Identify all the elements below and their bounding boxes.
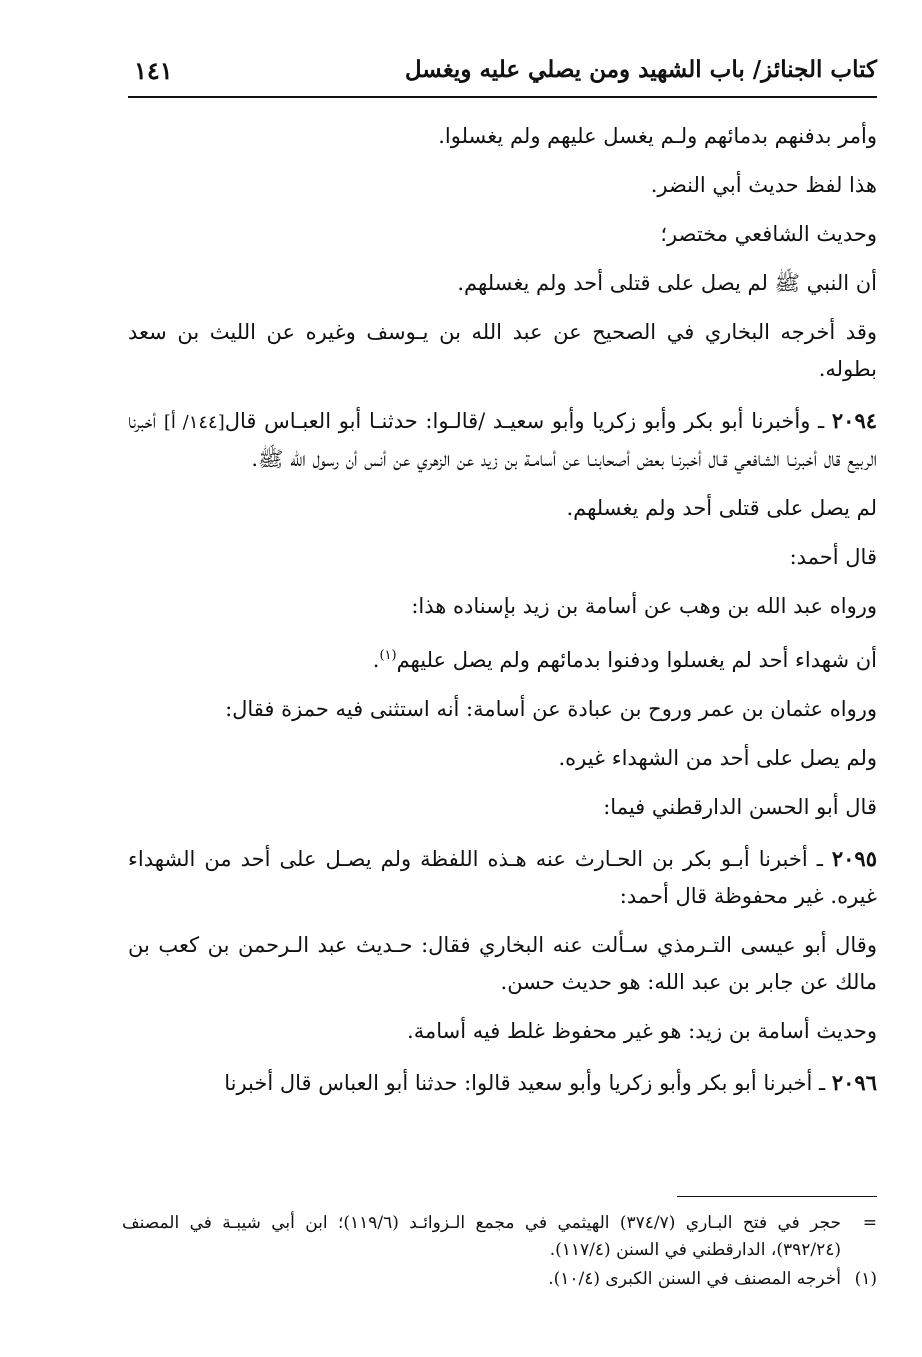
hadith-number: ٢٠٩٦ [831, 1070, 877, 1095]
paragraph-text: وقال أبو عيسى التـرمذي سـألت عنه البخاري فقال: حـديث عبد الـرحمن بن كعب بن مالك عن جابر بن عبد الله: هو حديث حسن. [128, 933, 877, 994]
paragraph-text: أن شهداء أحد لم يغسلوا ودفنوا بدمائهم ولم يصل عليهم [396, 648, 877, 672]
paragraph-text: وحديث الشافعي مختصر؛ [660, 222, 877, 246]
paragraph-text: هذا لفظ حديث أبي النضر. [650, 173, 877, 197]
paragraph [128, 539, 877, 576]
paragraph-text: ولم يصل على أحد من الشهداء غيره. [558, 746, 877, 770]
paragraph-text: وأمر بدفنهم بدمائهم ولـم يغسل عليهم ولم يغسلوا. [438, 124, 877, 148]
footnote-separator [677, 1196, 877, 1197]
paragraph-text: ـ أخبرنا أبو بكر وأبو زكريا وأبو سعيد قالوا: حدثنا أبو العباس قال أخبرنا [224, 1071, 832, 1095]
footnote [122, 1210, 877, 1264]
paragraph-text: ـ وأخبرنا أبو بكر وأبو زكريا وأبو سعيـد /قالـوا: حدثنـا أبو العبـاس قال [224, 409, 832, 433]
footnote-mark: (١) [854, 1269, 877, 1289]
hadith-number: ٢٠٩٥ [831, 846, 877, 871]
paragraph-text: قال أحمد: [789, 545, 877, 569]
footnote-text: حجر في فتح البـاري (٣٧٤/٧) الهيثمي في مجمع الـزوائـد (١١٩/٦)؛ ابن أبي شيبـة في المصنف (٣٩٢/٢٤)، الدارقطني في السنن (١١٧/٤). [122, 1213, 841, 1260]
paragraph [128, 691, 877, 728]
footnotes [122, 1210, 877, 1295]
paragraph [128, 265, 877, 302]
paragraph [128, 216, 877, 253]
paragraph-text: أن النبي ﷺ لم يصل على قتلى أحد ولم يغسلهم. [457, 271, 877, 295]
paragraph-text: ـ أخبرنا أبـو بكر بن الحـارث عنه هـذه اللفظة ولم يصـل على أحد من الشهداء غيره. غير محفوظة قال أحمد: [128, 847, 877, 908]
paragraph [128, 789, 877, 826]
page-number: ١٤١ [134, 56, 173, 85]
paragraph-text: قال أبو الحسن الدارقطني فيما: [603, 795, 877, 819]
paragraph [128, 118, 877, 155]
paragraph [128, 314, 877, 388]
paragraph [128, 1013, 877, 1050]
hadith-number: ٢٠٩٤ [831, 408, 878, 433]
paragraph [128, 167, 877, 204]
footnote-reference: (١) [379, 648, 397, 663]
hadith-entry [128, 402, 877, 478]
paragraph-text: وحديث أسامة بن زيد: هو غير محفوظ غلط فيه أسامة. [407, 1019, 877, 1043]
running-title: كتاب الجنائز/ باب الشهيد ومن يصلي عليه ويغسل [404, 56, 877, 83]
running-header [128, 52, 877, 98]
main-text [128, 118, 877, 1114]
footnote-mark: = [862, 1213, 877, 1233]
paragraph [128, 927, 877, 1001]
paragraph-text: ورواه عثمان بن عمر وروح بن عبادة عن أسامة: أنه استثنى فيه حمزة فقال: [225, 697, 877, 721]
paragraph-text: أخبرنا الربيع قال أخبرنـا الشافعي قـال أخبرنـا بعض أصحابنـا عن أسامـة بن زيد عن الزهري عن أنس أن رسول الله ﷺ. [128, 409, 877, 471]
footnote [122, 1266, 877, 1293]
hadith-entry [128, 1064, 877, 1102]
paragraph [128, 637, 877, 679]
manuscript-folio-marker: [١٤٤/ أ] [163, 412, 225, 433]
paragraph-text: . [372, 648, 380, 672]
paragraph-text: وقد أخرجه البخاري في الصحيح عن عبد الله بن يـوسف وغيره عن الليث بن سعد بطوله. [128, 320, 877, 381]
paragraph [128, 588, 877, 625]
paragraph-text: ورواه عبد الله بن وهب عن أسامة بن زيد بإسناده هذا: [411, 594, 877, 618]
footnote-text: أخرجه المصنف في السنن الكبرى (١٠/٤). [548, 1269, 841, 1289]
paragraph-text: لم يصل على قتلى أحد ولم يغسلهم. [566, 496, 877, 520]
hadith-entry [128, 840, 877, 915]
paragraph [128, 490, 877, 527]
paragraph [128, 740, 877, 777]
